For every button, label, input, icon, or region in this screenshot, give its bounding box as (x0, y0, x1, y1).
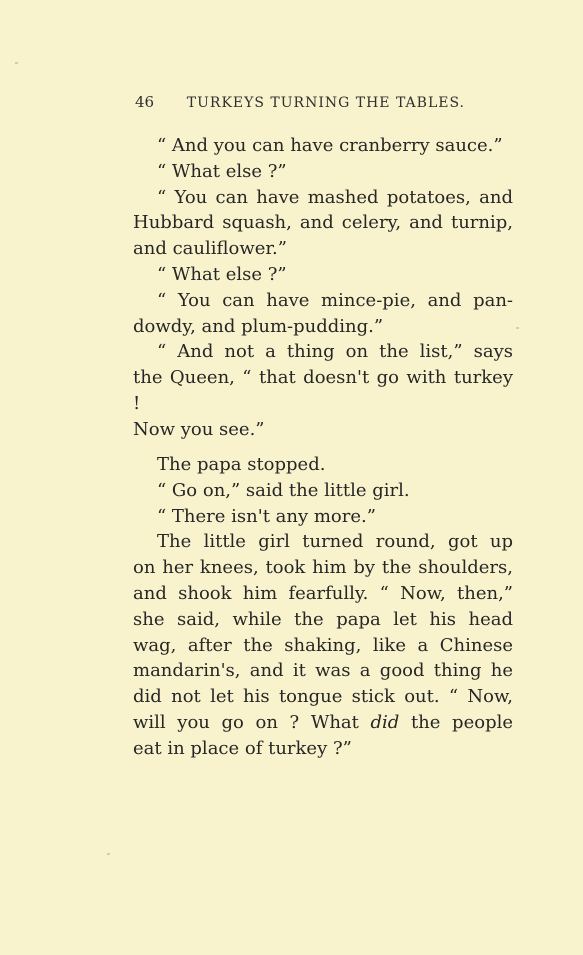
paragraph (133, 185, 513, 262)
paragraph (133, 529, 513, 761)
text-line: she said, while the papa let his head (133, 608, 513, 630)
text-line: “ You can have mashed potatoes, and (157, 186, 513, 208)
page-number: 46 (135, 93, 155, 111)
text-block-lower (133, 452, 513, 762)
text-block-upper (133, 133, 513, 443)
text-line-with-italic (133, 710, 513, 736)
text-line: the Queen, “ that doesn't go with turkey ! (133, 367, 513, 414)
text-line: “ And you can have cranberry sauce.” (157, 135, 503, 156)
text-line: did not let his tongue stick out. “ Now, (133, 686, 513, 708)
running-title: TURKEYS TURNING THE TABLES. (186, 95, 466, 111)
paragraph (133, 478, 513, 504)
paragraph (133, 452, 513, 478)
text-line: eat in place of turkey ?” (133, 737, 352, 759)
paragraph (133, 504, 513, 530)
text-line: “ What else ?” (157, 160, 287, 182)
paragraph (133, 159, 513, 185)
text-line: on her knees, took him by the shoulders, (133, 557, 513, 579)
paragraph (133, 339, 513, 442)
text-line: Now you see.” (133, 418, 265, 440)
text-line: “ What else ?” (157, 263, 287, 285)
text-segment: the people (399, 711, 513, 733)
text-line: The papa stopped. (157, 454, 326, 475)
paragraph (133, 133, 513, 159)
text-line: The little girl turned round, got up (157, 531, 513, 553)
text-line: dowdy, and plum-pudding.” (133, 315, 384, 337)
italic-word: did (370, 711, 400, 733)
text-line: and cauliflower.” (133, 238, 287, 260)
text-segment: will you go on ? What (133, 711, 371, 733)
text-line: “ There isn't any more.” (157, 505, 376, 527)
text-line: Hubbard squash, and celery, and turnip, (133, 212, 513, 234)
text-line: and shook him fearfully. “ Now, then,” (133, 582, 513, 604)
running-header (135, 93, 515, 111)
text-line: “ And not a thing on the list,” says (157, 341, 513, 363)
text-line: “ Go on,” said the little girl. (157, 479, 410, 501)
text-line: mandarin's, and it was a good thing he (133, 660, 513, 682)
paper-speck (15, 62, 18, 64)
text-line: “ You can have mince-pie, and pan- (157, 289, 513, 311)
paper-speck (107, 853, 110, 855)
paragraph (133, 262, 513, 288)
paragraph (133, 288, 513, 340)
text-line: wag, after the shaking, like a Chinese (133, 634, 513, 656)
paper-speck (516, 327, 519, 329)
